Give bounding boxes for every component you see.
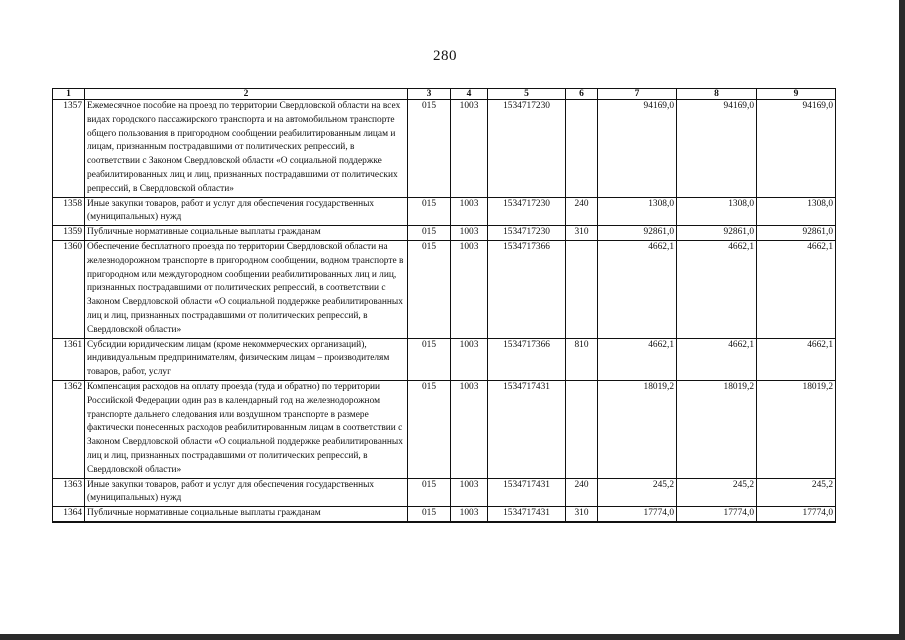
row-number: 1360 xyxy=(53,240,85,338)
cell-col9: 245,2 xyxy=(757,478,836,507)
cell-col8: 4662,1 xyxy=(677,240,757,338)
cell-col3: 015 xyxy=(408,240,451,338)
cell-col9: 18019,2 xyxy=(757,380,836,478)
cell-col3: 015 xyxy=(408,197,451,226)
cell-col3: 015 xyxy=(408,338,451,380)
cell-col6: 310 xyxy=(566,226,598,241)
table-row xyxy=(53,478,836,507)
cell-col5: 1534717431 xyxy=(488,380,566,478)
cell-col3: 015 xyxy=(408,100,451,198)
scan-border-right xyxy=(899,0,905,640)
header-cell: 2 xyxy=(85,89,408,100)
cell-col8: 94169,0 xyxy=(677,100,757,198)
cell-col5: 1534717366 xyxy=(488,338,566,380)
cell-col7: 245,2 xyxy=(598,478,677,507)
cell-col5: 1534717230 xyxy=(488,100,566,198)
cell-col4: 1003 xyxy=(451,338,488,380)
cell-col7: 17774,0 xyxy=(598,507,677,522)
cell-col7: 4662,1 xyxy=(598,338,677,380)
cell-col4: 1003 xyxy=(451,478,488,507)
header-cell: 1 xyxy=(53,89,85,100)
cell-col3: 015 xyxy=(408,507,451,522)
header-cell: 9 xyxy=(757,89,836,100)
cell-col4: 1003 xyxy=(451,197,488,226)
cell-col9: 94169,0 xyxy=(757,100,836,198)
cell-col6 xyxy=(566,240,598,338)
cell-col8: 1308,0 xyxy=(677,197,757,226)
row-number: 1364 xyxy=(53,507,85,522)
table-header-row xyxy=(53,89,836,100)
header-cell: 8 xyxy=(677,89,757,100)
cell-col6 xyxy=(566,380,598,478)
row-number: 1357 xyxy=(53,100,85,198)
cell-col4: 1003 xyxy=(451,380,488,478)
cell-col6: 240 xyxy=(566,197,598,226)
cell-col6: 310 xyxy=(566,507,598,522)
cell-col8: 245,2 xyxy=(677,478,757,507)
row-name: Публичные нормативные социальные выплаты гражданам xyxy=(85,226,408,241)
cell-col5: 1534717230 xyxy=(488,197,566,226)
cell-col7: 94169,0 xyxy=(598,100,677,198)
cell-col9: 4662,1 xyxy=(757,240,836,338)
table-row xyxy=(53,197,836,226)
cell-col7: 1308,0 xyxy=(598,197,677,226)
cell-col9: 17774,0 xyxy=(757,507,836,522)
cell-col9: 4662,1 xyxy=(757,338,836,380)
cell-col8: 4662,1 xyxy=(677,338,757,380)
cell-col7: 4662,1 xyxy=(598,240,677,338)
row-name: Компенсация расходов на оплату проезда (туда и обратно) по территории Российской Федерации один раз в календарный год на железнодорожном транспорте дальнего следования или воздушном транспорте в размере фактически понесенных расходов реабилитированным лицам в соответствии с Законом Свердловской области «О социальной поддержке реабилитированных лиц и лиц, признанных пострадавшими от политических репрессий, в Свердловской области» xyxy=(85,380,408,478)
row-name: Публичные нормативные социальные выплаты гражданам xyxy=(85,507,408,522)
cell-col9: 92861,0 xyxy=(757,226,836,241)
header-cell: 3 xyxy=(408,89,451,100)
cell-col4: 1003 xyxy=(451,100,488,198)
cell-col8: 18019,2 xyxy=(677,380,757,478)
table-row xyxy=(53,100,836,198)
cell-col4: 1003 xyxy=(451,240,488,338)
cell-col5: 1534717431 xyxy=(488,478,566,507)
header-cell: 4 xyxy=(451,89,488,100)
cell-col5: 1534717230 xyxy=(488,226,566,241)
cell-col3: 015 xyxy=(408,380,451,478)
table-row xyxy=(53,338,836,380)
cell-col4: 1003 xyxy=(451,226,488,241)
row-number: 1358 xyxy=(53,197,85,226)
cell-col6: 810 xyxy=(566,338,598,380)
header-cell: 6 xyxy=(566,89,598,100)
cell-col7: 18019,2 xyxy=(598,380,677,478)
cell-col6: 240 xyxy=(566,478,598,507)
row-name: Ежемесячное пособие на проезд по территории Свердловской области на всех видах городского пассажирского транспорта и на автомобильном транспорте общего пользования в пригородном сообщении реабилитированным лицам и лицам, признанным пострадавшими от политических репрессий, в соответствии с Законом Свердловской области «О социальной поддержке реабилитированных лиц и лиц, признанных пострадавшими от политических репрессий, в Свердловской области» xyxy=(85,100,408,198)
header-cell: 5 xyxy=(488,89,566,100)
row-name: Иные закупки товаров, работ и услуг для обеспечения государственных (муниципальных) нужд xyxy=(85,197,408,226)
table-row xyxy=(53,380,836,478)
cell-col3: 015 xyxy=(408,226,451,241)
cell-col8: 92861,0 xyxy=(677,226,757,241)
page-number: 280 xyxy=(433,48,457,64)
cell-col8: 17774,0 xyxy=(677,507,757,522)
cell-col5: 1534717431 xyxy=(488,507,566,522)
cell-col6 xyxy=(566,100,598,198)
cell-col7: 92861,0 xyxy=(598,226,677,241)
row-number: 1359 xyxy=(53,226,85,241)
header-cell: 7 xyxy=(598,89,677,100)
table-row xyxy=(53,507,836,522)
row-name: Обеспечение бесплатного проезда по территории Свердловской области на железнодорожном транспорте в пригородном сообщении, водном транспорте в пригородном или междугородном сообщении реабилитированных лиц и лиц, признанных пострадавшими от политических репрессий, в соответствии с Законом Свердловской области «О социальной поддержке реабилитированных лиц и лиц, признанных пострадавшими от политических репрессий, в Свердловской области» xyxy=(85,240,408,338)
table-row xyxy=(53,226,836,241)
row-number: 1363 xyxy=(53,478,85,507)
cell-col9: 1308,0 xyxy=(757,197,836,226)
cell-col5: 1534717366 xyxy=(488,240,566,338)
row-number: 1361 xyxy=(53,338,85,380)
scan-border-bottom xyxy=(0,634,905,640)
budget-table xyxy=(52,88,836,523)
row-name: Субсидии юридическим лицам (кроме некоммерческих организаций), индивидуальным предпринимателям, физическим лицам – производителям товаров, работ, услуг xyxy=(85,338,408,380)
cell-col3: 015 xyxy=(408,478,451,507)
row-number: 1362 xyxy=(53,380,85,478)
table-row xyxy=(53,240,836,338)
row-name: Иные закупки товаров, работ и услуг для обеспечения государственных (муниципальных) нужд xyxy=(85,478,408,507)
cell-col4: 1003 xyxy=(451,507,488,522)
